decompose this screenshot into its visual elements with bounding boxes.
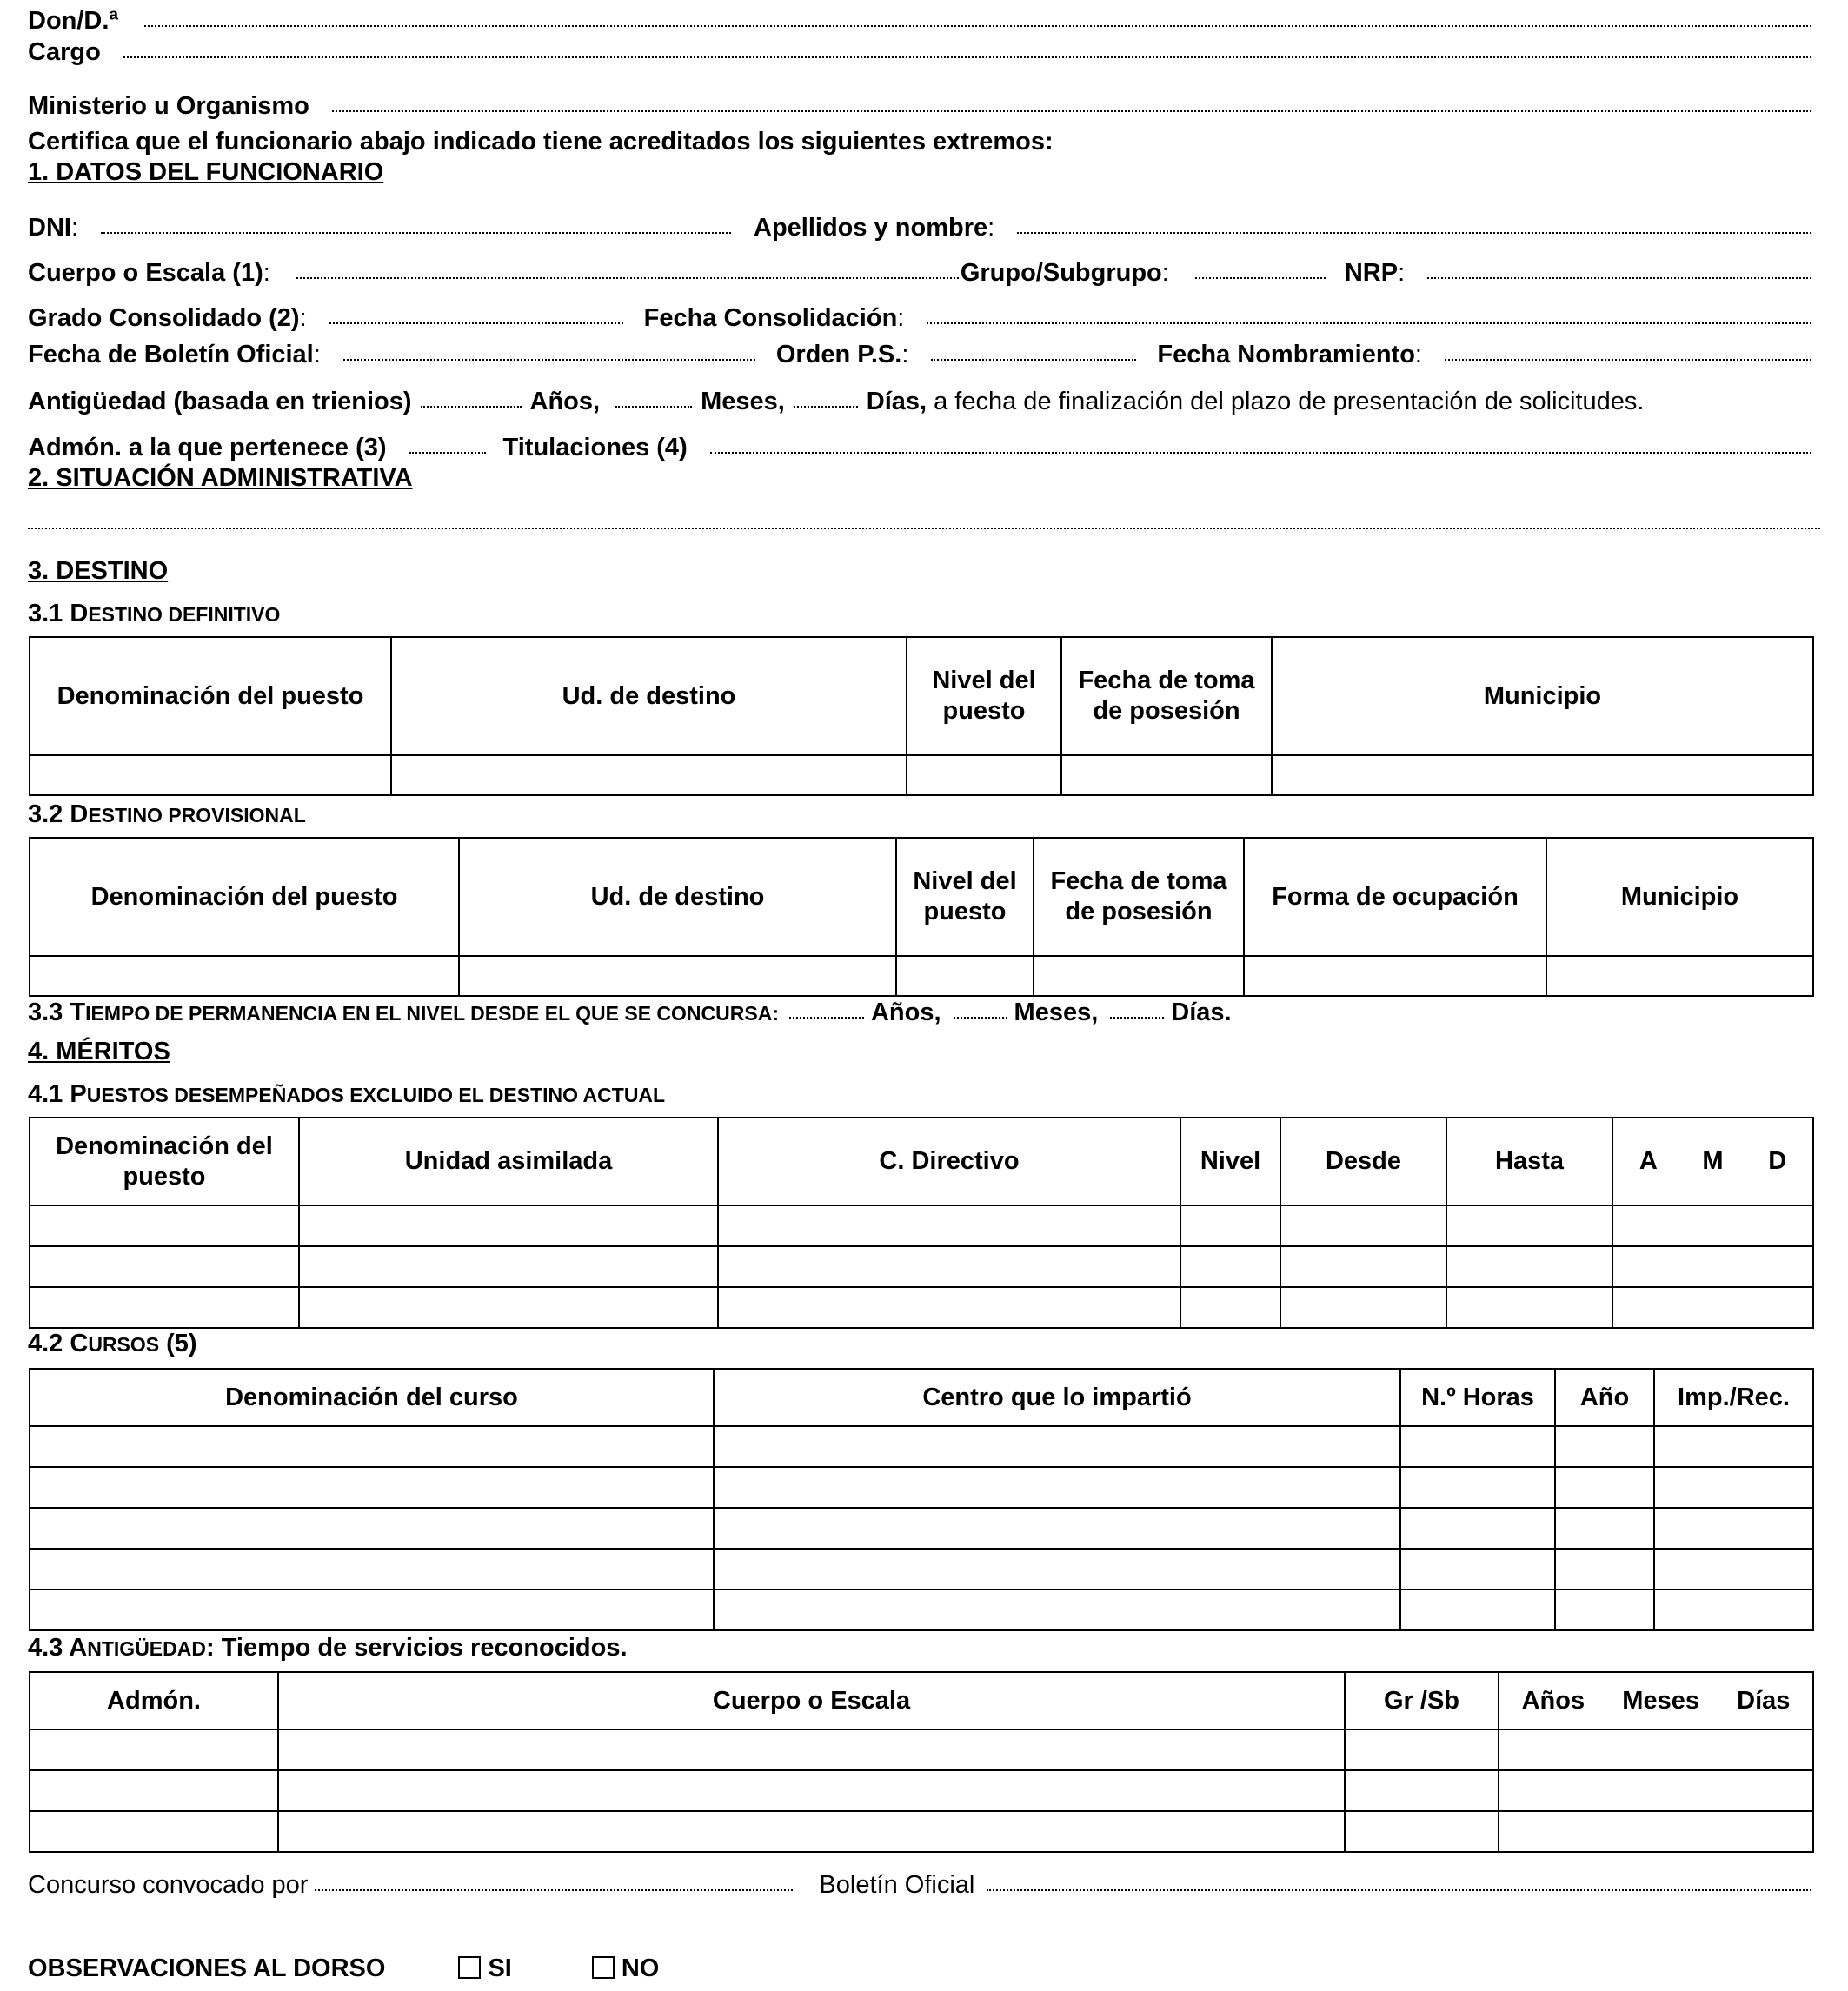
table-cell[interactable]	[30, 1205, 299, 1246]
destino-provisional-table	[29, 837, 1814, 997]
table-cell[interactable]	[1555, 1467, 1654, 1508]
table-row	[30, 755, 1813, 795]
table-header-row	[30, 1672, 1813, 1729]
admon-field[interactable]	[409, 451, 486, 454]
col-header: Denominación del curso	[30, 1369, 714, 1426]
table-row	[30, 1246, 1813, 1287]
table-cell[interactable]	[391, 755, 907, 795]
concurso-field[interactable]	[315, 1888, 793, 1891]
table-cell[interactable]	[1499, 1811, 1813, 1852]
table-cell[interactable]	[1555, 1508, 1654, 1549]
cursos-num: 4.2 C	[28, 1330, 89, 1357]
table-row	[30, 1811, 1813, 1852]
boletin-line: Fecha de Boletín Oficial : Orden P.S. : Fecha Nombramiento :	[28, 341, 1817, 369]
table-cell[interactable]	[30, 1549, 714, 1589]
table-cell[interactable]	[1654, 1589, 1813, 1630]
dni-label: DNI	[28, 214, 71, 242]
table-cell[interactable]	[1280, 1287, 1446, 1328]
col-header: Fecha de toma de posesión	[1034, 838, 1244, 956]
certifica-line	[28, 128, 1817, 156]
col-header: Nivel del puesto	[907, 637, 1061, 755]
si-checkbox[interactable]	[458, 1956, 481, 1979]
table-cell[interactable]	[1555, 1426, 1654, 1467]
section-3-title: 3. DESTINO	[28, 557, 169, 585]
cuerpo-label: Cuerpo o Escala (1)	[28, 259, 263, 287]
antiguedad-line	[28, 388, 1817, 416]
col-header: Municipio	[1272, 637, 1813, 755]
no-checkbox[interactable]	[592, 1956, 615, 1979]
table-cell[interactable]	[718, 1205, 1180, 1246]
col-header: Ud. de destino	[391, 637, 907, 755]
table-row	[30, 1508, 1813, 1549]
cargo-line	[28, 38, 1817, 67]
fecha-consolidacion-label: Fecha Consolidación	[643, 304, 898, 332]
fecha-boletin-label: Fecha de Boletín Oficial	[28, 341, 314, 368]
antiguedad-rest: NTIGÜEDAD	[87, 1637, 206, 1660]
puestos-heading	[28, 1080, 1817, 1109]
table-cell[interactable]	[1499, 1770, 1813, 1811]
col-header: Forma de ocupación	[1244, 838, 1546, 956]
table-row	[30, 1205, 1813, 1246]
col-header: Nivel	[1180, 1118, 1280, 1205]
table-cell[interactable]	[278, 1729, 1345, 1770]
table-row	[30, 1729, 1813, 1770]
concurso-line	[28, 1871, 1817, 1900]
cursos-table	[29, 1368, 1814, 1631]
ymd-dias: Días	[1737, 1686, 1791, 1715]
no-label: NO	[621, 1954, 660, 1982]
boletin-label: Boletín Oficial	[819, 1871, 975, 1899]
section-1-heading	[28, 158, 1817, 187]
table-cell[interactable]	[1654, 1467, 1813, 1508]
tiempo-meses-label: Meses,	[1014, 999, 1099, 1026]
table-cell[interactable]	[30, 1770, 278, 1811]
table-cell[interactable]	[30, 1467, 714, 1508]
table-cell[interactable]	[1180, 1205, 1280, 1246]
table-cell[interactable]	[1345, 1729, 1499, 1770]
table-cell[interactable]	[1612, 1287, 1813, 1328]
grado-line: Grado Consolidado (2) : Fecha Consolidación :	[28, 304, 1817, 333]
tiempo-rest: IEMPO DE PERMANENCIA EN EL NIVEL DESDE EL QUE SE CONCURSA:	[85, 1002, 779, 1025]
col-header: Imp./Rec.	[1654, 1369, 1813, 1426]
table-cell[interactable]	[1499, 1729, 1813, 1770]
amd-d: D	[1768, 1147, 1787, 1175]
dni-field[interactable]	[101, 231, 731, 234]
col-header: Denominación del puesto	[30, 1118, 299, 1205]
dni-line: DNI : Apellidos y nombre :	[28, 214, 1817, 242]
destino-provisional-rest: ESTINO PROVISIONAL	[88, 804, 306, 826]
table-cell[interactable]	[30, 755, 391, 795]
table-cell[interactable]	[714, 1589, 1400, 1630]
titulaciones-label: Titulaciones (4)	[502, 434, 688, 461]
table-cell[interactable]	[30, 1508, 714, 1549]
table-cell[interactable]	[299, 1246, 718, 1287]
orden-label: Orden P.S.	[775, 341, 902, 368]
ministerio-field[interactable]	[332, 110, 1811, 112]
antiguedad-suffix: a fecha de finalización del plazo de presentación de solicitudes.	[934, 388, 1645, 415]
table-cell[interactable]	[30, 1811, 278, 1852]
table-cell[interactable]	[1400, 1589, 1555, 1630]
table-cell[interactable]	[1180, 1287, 1280, 1328]
cursos-rest: URSOS	[88, 1333, 160, 1356]
table-cell[interactable]	[1180, 1246, 1280, 1287]
col-header: Denominación del puesto	[30, 838, 459, 956]
section-2-heading	[28, 464, 1817, 493]
situacion-line	[28, 528, 1820, 531]
table-cell[interactable]	[718, 1287, 1180, 1328]
table-cell[interactable]	[718, 1246, 1180, 1287]
situacion-field[interactable]	[28, 527, 1820, 529]
table-row	[30, 1770, 1813, 1811]
table-row	[30, 1589, 1813, 1630]
col-header: Desde	[1280, 1118, 1446, 1205]
table-cell[interactable]	[1400, 1467, 1555, 1508]
grupo-field[interactable]	[1195, 276, 1326, 279]
col-header: Admón.	[30, 1672, 278, 1729]
antiguedad-dias-field[interactable]	[794, 405, 858, 408]
table-cell[interactable]	[1654, 1426, 1813, 1467]
col-header: Gr /Sb	[1345, 1672, 1499, 1729]
antiguedad-dias-label: Días,	[866, 388, 927, 415]
col-header-amd	[1612, 1118, 1813, 1205]
fecha-consolidacion-field[interactable]	[927, 322, 1811, 324]
table-cell[interactable]	[1446, 1287, 1612, 1328]
col-header: Municipio	[1546, 838, 1813, 956]
table-cell[interactable]	[1244, 956, 1546, 996]
destino-provisional-heading	[28, 800, 1817, 829]
table-header-row	[30, 637, 1813, 755]
fecha-nombramiento-label: Fecha Nombramiento	[1157, 341, 1415, 368]
section-2-title: 2. SITUACIÓN ADMINISTRATIVA	[28, 464, 413, 492]
tiempo-meses-field[interactable]	[954, 1016, 1007, 1019]
table-row	[30, 1549, 1813, 1589]
table-cell[interactable]	[1654, 1508, 1813, 1549]
table-row	[30, 956, 1813, 996]
table-row	[30, 1467, 1813, 1508]
tiempo-dias-field[interactable]	[1110, 1016, 1164, 1019]
table-cell[interactable]	[1400, 1426, 1555, 1467]
puestos-table	[29, 1117, 1814, 1329]
table-cell[interactable]	[30, 1729, 278, 1770]
nrp-label: NRP	[1344, 259, 1399, 287]
table-cell[interactable]	[30, 1287, 299, 1328]
col-header: Denominación del puesto	[30, 637, 391, 755]
concurso-label: Concurso convocado por	[28, 1871, 309, 1899]
admon-line	[28, 434, 1817, 462]
grado-field[interactable]	[329, 322, 623, 324]
table-row	[30, 1287, 1813, 1328]
tiempo-dias-label: Días.	[1171, 999, 1232, 1026]
no-option[interactable]	[592, 1954, 660, 1983]
table-cell[interactable]	[459, 956, 896, 996]
table-cell[interactable]	[714, 1508, 1400, 1549]
table-cell[interactable]	[1280, 1205, 1446, 1246]
tiempo-anos-field[interactable]	[789, 1016, 864, 1019]
antiguedad-anos-field[interactable]	[421, 405, 522, 408]
col-header: Nivel del puesto	[896, 838, 1034, 956]
table-cell[interactable]	[714, 1549, 1400, 1589]
table-cell[interactable]	[1446, 1205, 1612, 1246]
table-cell[interactable]	[30, 956, 459, 996]
col-header: Centro que lo impartió	[714, 1369, 1400, 1426]
boletin-field[interactable]	[987, 1888, 1811, 1891]
observaciones-label: OBSERVACIONES AL DORSO	[28, 1954, 386, 1982]
col-header: Año	[1555, 1369, 1654, 1426]
table-row	[30, 1426, 1813, 1467]
table-cell[interactable]	[1546, 956, 1813, 996]
don-line	[28, 7, 1817, 36]
observaciones-line	[28, 1954, 1817, 1983]
col-header-ymd	[1499, 1672, 1813, 1729]
col-header: Ud. de destino	[459, 838, 896, 956]
ymd-anos: Años	[1521, 1686, 1585, 1715]
antiguedad-label: Antigüedad (basada en trienios)	[28, 388, 412, 415]
table-cell[interactable]	[278, 1770, 1345, 1811]
ministerio-line	[28, 92, 1817, 121]
section-4-heading	[28, 1038, 1817, 1066]
col-header: N.º Horas	[1400, 1369, 1555, 1426]
table-cell[interactable]	[896, 956, 1034, 996]
table-cell[interactable]	[907, 755, 1061, 795]
si-option[interactable]	[458, 1954, 511, 1983]
don-field[interactable]	[144, 24, 1811, 27]
si-label: SI	[488, 1954, 512, 1982]
table-header-row	[30, 1369, 1813, 1426]
don-label: Don/D.ª	[28, 7, 119, 35]
tiempo-permanencia-line	[28, 999, 1817, 1027]
grado-label: Grado Consolidado (2)	[28, 304, 300, 332]
puestos-rest: UESTOS DESEMPEÑADOS EXCLUIDO EL DESTINO ACTUAL	[86, 1084, 666, 1106]
table-cell[interactable]	[1612, 1205, 1813, 1246]
antiguedad-meses-field[interactable]	[615, 405, 692, 408]
section-3-heading	[28, 557, 1817, 586]
destino-provisional-num: 3.2 D	[28, 800, 89, 828]
table-cell[interactable]	[30, 1589, 714, 1630]
antiguedad-meses-label: Meses,	[701, 388, 785, 415]
col-header: Cuerpo o Escala	[278, 1672, 1345, 1729]
cargo-field[interactable]	[123, 56, 1811, 58]
table-cell[interactable]	[714, 1467, 1400, 1508]
destino-definitivo-table	[29, 636, 1814, 796]
certifica-text: Certifica que el funcionario abajo indicado tiene acreditados los siguientes extremos:	[28, 128, 1054, 156]
cargo-label: Cargo	[28, 38, 101, 66]
antiguedad-suffix: : Tiempo de servicios reconocidos.	[205, 1634, 628, 1662]
admon-label: Admón. a la que pertenece (3)	[28, 434, 387, 461]
apellidos-label: Apellidos y nombre	[754, 214, 988, 242]
table-cell[interactable]	[1446, 1246, 1612, 1287]
cuerpo-field[interactable]	[296, 276, 959, 279]
antiguedad-num: 4.3 A	[28, 1634, 88, 1662]
tiempo-anos-label: Años,	[870, 999, 941, 1026]
amd-m: M	[1702, 1147, 1724, 1175]
tiempo-num: 3.3 T	[28, 999, 86, 1026]
table-cell[interactable]	[30, 1426, 714, 1467]
fecha-boletin-field[interactable]	[343, 358, 755, 361]
table-cell[interactable]	[1272, 755, 1813, 795]
amd-a: A	[1639, 1147, 1658, 1175]
destino-definitivo-heading	[28, 600, 1817, 628]
cuerpo-line: Cuerpo o Escala (1) : Grupo/Subgrupo : NRP :	[28, 259, 1817, 288]
table-cell[interactable]	[30, 1246, 299, 1287]
table-cell[interactable]	[1400, 1549, 1555, 1589]
antiguedad-heading	[28, 1634, 1817, 1662]
table-cell[interactable]	[278, 1811, 1345, 1852]
table-cell[interactable]	[1061, 755, 1272, 795]
col-header: Unidad asimilada	[299, 1118, 718, 1205]
table-cell[interactable]	[1555, 1589, 1654, 1630]
table-cell[interactable]	[1555, 1549, 1654, 1589]
col-header: Hasta	[1446, 1118, 1612, 1205]
table-cell[interactable]	[1400, 1508, 1555, 1549]
ymd-meses: Meses	[1622, 1686, 1699, 1715]
nrp-field[interactable]	[1427, 276, 1811, 279]
titulaciones-field[interactable]	[710, 451, 1811, 454]
antiguedad-table	[29, 1671, 1814, 1853]
table-cell[interactable]	[1654, 1549, 1813, 1589]
destino-definitivo-rest: ESTINO DEFINITIVO	[88, 603, 281, 626]
orden-field[interactable]	[931, 358, 1136, 361]
cursos-heading	[28, 1330, 1817, 1358]
cursos-suffix: (5)	[166, 1330, 197, 1357]
table-header-row	[30, 838, 1813, 956]
table-cell[interactable]	[714, 1426, 1400, 1467]
table-cell[interactable]	[299, 1287, 718, 1328]
table-cell[interactable]	[299, 1205, 718, 1246]
section-4-title: 4. MÉRITOS	[28, 1038, 170, 1065]
apellidos-field[interactable]	[1017, 231, 1811, 234]
grupo-label: Grupo/Subgrupo	[960, 259, 1162, 287]
fecha-nombramiento-field[interactable]	[1445, 358, 1811, 361]
destino-definitivo-num: 3.1 D	[28, 600, 89, 627]
table-cell[interactable]	[1034, 956, 1244, 996]
table-header-row	[30, 1118, 1813, 1205]
col-header: C. Directivo	[718, 1118, 1180, 1205]
antiguedad-anos-label: Años,	[529, 388, 601, 415]
puestos-num: 4.1 P	[28, 1080, 87, 1108]
ministerio-label: Ministerio u Organismo	[28, 92, 309, 120]
table-cell[interactable]	[1345, 1811, 1499, 1852]
col-header: Fecha de toma de posesión	[1061, 637, 1272, 755]
table-cell[interactable]	[1280, 1246, 1446, 1287]
table-cell[interactable]	[1612, 1246, 1813, 1287]
table-cell[interactable]	[1345, 1770, 1499, 1811]
section-1-title: 1. DATOS DEL FUNCIONARIO	[28, 158, 384, 186]
